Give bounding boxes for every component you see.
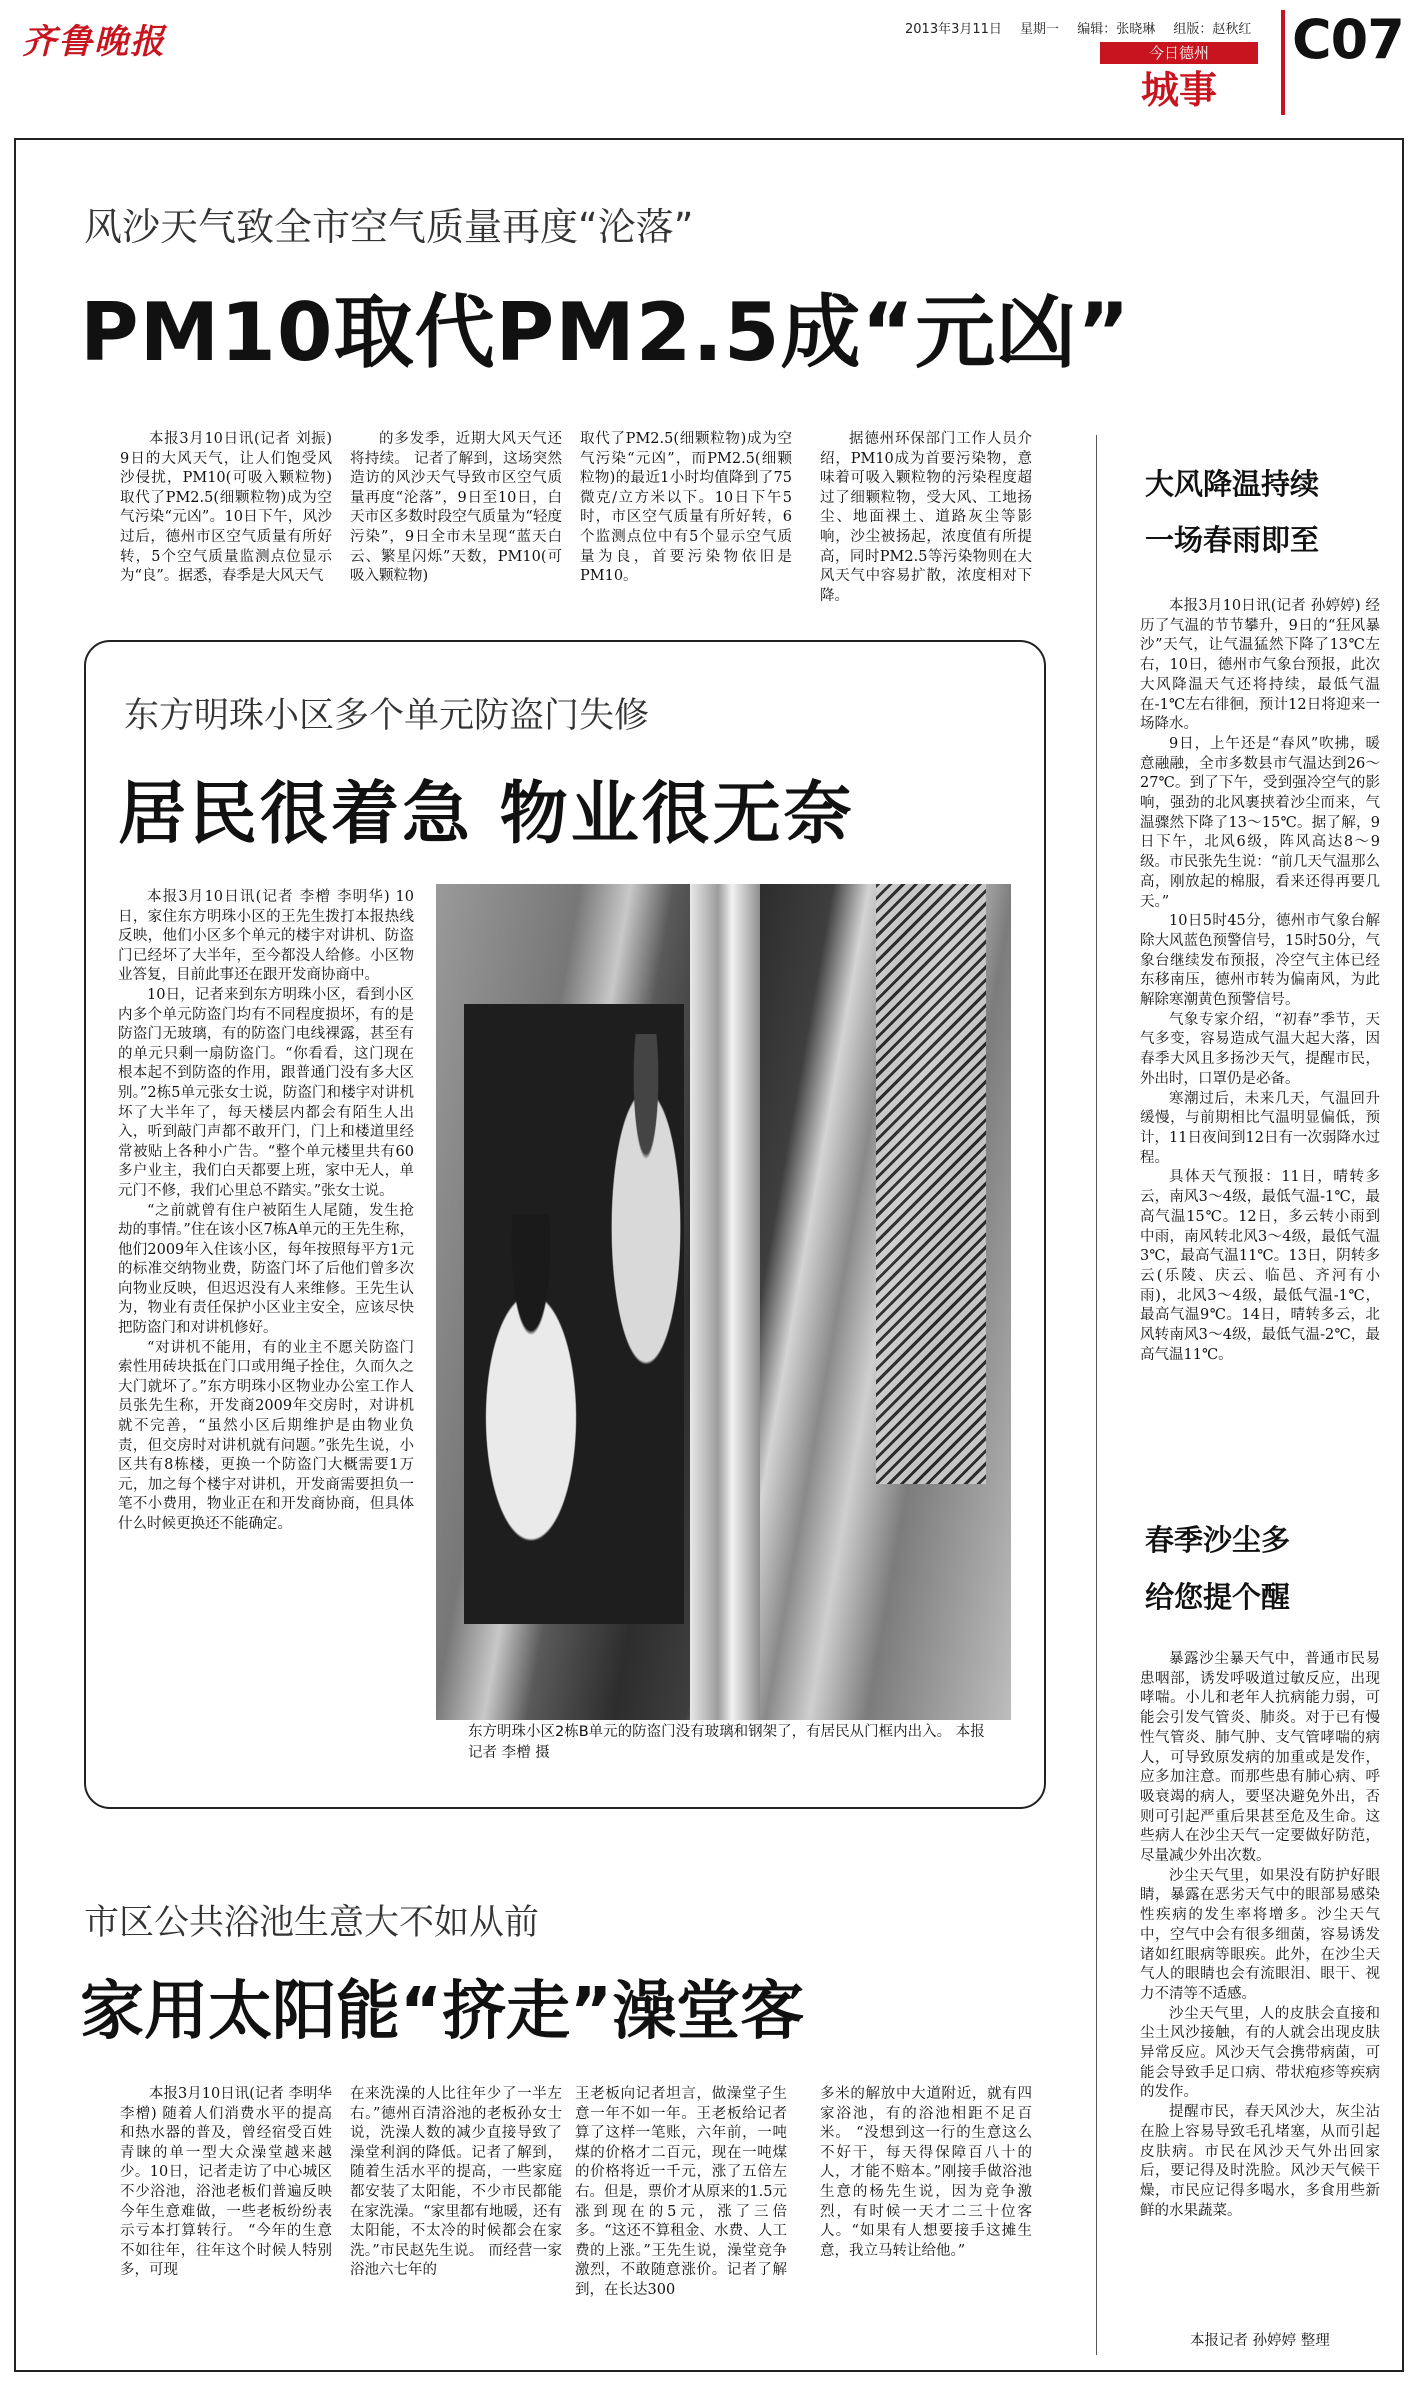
layout-credit: 组版：赵秋红: [1173, 22, 1252, 37]
bottom-column-3: [575, 2085, 787, 2357]
sidebar-2-paragraph-3: 沙尘天气里，人的皮肤会直接和尘土风沙接触，有的人就会出现皮肤异常反应。风沙天气会携带病菌，可能会导致手足口病、带状疱疹等疾病的发作。: [1140, 2005, 1380, 2101]
box-headline: 居民很着急 物业很无奈: [118, 775, 855, 854]
sidebar-story-2-title-line-1: 春季沙尘多: [1145, 1523, 1291, 1557]
sidebar-1-paragraph-4: 气象专家介绍，“初春”季节，天气多变，容易造成气温大起大落，因春季大风且多扬沙天气，提醒市民，外出时，口罩仍是必备。: [1140, 1011, 1380, 1087]
box-paragraph-3: “之前就曾有住户被陌生人尾随，发生抢劫的事情。”住在该小区7栋A单元的王先生称，他们2009年入住该小区，每年按照每平方1元的标准交纳物业费，防盗门坏了后他们曾多次向物业反映，但迟迟没有人来维修。王先生认为，物业有责任保护小区业主安全，应该尽快把防盗门和对讲机修好。: [118, 1202, 414, 1337]
photo-door-grille: [876, 884, 986, 1484]
issue-meta: [905, 18, 1265, 37]
news-photo: [436, 884, 1011, 1720]
sidebar-story-2-title-line-2: 给您提个醒: [1145, 1580, 1291, 1614]
lead-column-2-text: 的多发季，近期大风天气还将持续。 记者了解到，这场突然造访的风沙天气导致市区空气质量再度“沦落”，9日至10日，白天市区多数时段空气质量为“轻度污染”，9日全市未呈现“蓝天白云、繁星闪烁”天数，PM10(可吸入颗粒物): [350, 431, 562, 585]
sidebar-1-paragraph-1: 本报3月10日讯(记者 孙婷婷) 经历了气温的节节攀升，9日的“狂风暴沙”天气，让气温猛然下降了13℃左右，10日，德州市气象台预报，此次大风降温天气还将持续，最低气温在-1℃左右徘徊，预计12日将迎来一场降水。: [1140, 598, 1380, 733]
photo-door-frame: [690, 884, 760, 1720]
lead-column-1: [120, 430, 332, 622]
sidebar-1-paragraph-2: 9日，上午还是“春风”吹拂，暖意融融，全市多数县市气温达到26～27℃。到了下午，受到强冷空气的影响，强劲的北风裹挟着沙尘而来，气温骤然下降了13～15℃。据了解，9日下午，北风6级，阵风高达8～9级。市民张先生说：“前几天气温那么高，刚放起的棉服，看来还得再要几天。”: [1140, 735, 1380, 910]
bottom-column-4: [820, 2085, 1032, 2357]
newspaper-logo: 齐鲁晚报: [22, 22, 166, 62]
sidebar-story-1-title-line-1: 大风降温持续: [1145, 467, 1320, 501]
lead-headline: PM10取代PM2.5成“元凶”: [80, 286, 1131, 379]
issue-weekday: 星期一: [1020, 22, 1060, 37]
box-paragraph-4: “对讲机不能用，有的业主不愿关防盗门索性用砖块抵在门口或用绳子拴住，久而久之大门就坏了。”东方明珠小区物业办公室工作人员张先生称，开发商2009年交房时，对讲机就不完善，“虽然小区后期维护是由物业负责，但交房时对讲机就有问题。”张先生说，小区共有8栋楼，更换一个防盗门大概需要1万元，加之每个楼宇对讲机，开发商需要担负一笔不小费用，物业正在和开发商协商，但具体什么时候更换还不能确定。: [118, 1339, 414, 1532]
box-paragraph-2: 10日，记者来到东方明珠小区，看到小区内多个单元防盗门均有不同程度损坏，有的是防盗门无玻璃，有的防盗门电线裸露，甚至有的单元只剩一扇防盗门。“你看看，这门现在根本起不到防盗的作用，跟普通门没有多大区别。”2栋5单元张女士说，防盗门和楼宇对讲机坏了大半年了，每天楼层内都会有陌生人出入，听到敲门声都不敢开门，门上和楼道里经常被贴上各种小广告。“整个单元楼里共有60多户业主，我们白天都要上班，家中无人，单元门不修，我们心里总不踏实。”张女士说。: [118, 986, 414, 1199]
sidebar-1-paragraph-3: 10日5时45分，德州市气象台解除大风蓝色预警信号，15时50分，气象台继续发布预报，冷空气主体已经东移南压，德州市转为偏南风，为此解除寒潮黄色预警信号。: [1140, 913, 1380, 1009]
lead-column-4: [820, 430, 1032, 622]
sidebar-story-2-byline: 本报记者 孙婷婷 整理: [1190, 2333, 1330, 2349]
lead-column-1-text: 本报3月10日讯(记者 刘振) 9日的大风天气，让人们饱受风沙侵扰，PM10(可吸入颗粒物)取代了PM2.5(细颗粒物)成为空气污染“元凶”。10日下午，风沙过后，德州市区空气质量有所好转，5个空气质量监测点位显示为“良”。据悉，春季是大风天气: [120, 431, 332, 585]
masthead-divider: [1281, 10, 1285, 115]
photo-caption: 东方明珠小区2栋B单元的防盗门没有玻璃和钢架了，有居民从门框内出入。 本报记者 李橧 摄: [468, 1724, 985, 1761]
editor-credit: 编辑：张晓琳: [1077, 22, 1156, 37]
box-story-body: [118, 888, 414, 1788]
box-paragraph-1: 本报3月10日讯(记者 李橧 李明华) 10日，家住东方明珠小区的王先生拨打本报热线反映，他们小区多个单元的楼宇对讲机、防盗门已经坏了大半年，至今都没人给修。小区物业答复，目前此事还在跟开发商协商中。: [118, 889, 414, 984]
photo-child-figure: [456, 1214, 606, 1584]
section-tag: 今日德州: [1100, 42, 1258, 64]
bottom-kicker: 市区公共浴池生意大不如从前: [84, 1903, 540, 1943]
sidebar-story-1-body: [1140, 597, 1380, 1477]
bottom-column-3-text: 王老板向记者坦言，做澡堂子生意一年不如一年。王老板给记者算了这样一笔账，六年前，一吨煤的价格才二百元，现在一吨煤的价格将近一千元，涨了五倍左右。但是，票价才从原来的1.5元涨到现在的5元，涨了三倍多。“这还不算租金、水费、人工费的上涨。”王先生说，澡堂竞争激烈，不敢随意涨价。记者了解到，在长达300: [575, 2086, 787, 2298]
lead-column-3: [580, 430, 792, 622]
section-name: 城事: [1140, 68, 1217, 112]
lead-column-3-text: 取代了PM2.5(细颗粒物)成为空气污染“元凶”，而PM2.5(细颗粒物)的最近1小时均值降到了75微克/立方米以下。10日下午5时，市区空气质量有所好转，6个监测点位中有5个显示空气质量为良，首要污染物依旧是PM10。: [580, 431, 792, 585]
bottom-column-1: [120, 2085, 332, 2357]
bottom-column-2-text: 在来洗澡的人比往年少了一半左右。”德州百清浴池的老板孙女士说，洗澡人数的减少直接导致了澡堂利润的降低。记者了解到，随着生活水平的提高，一些家庭都安装了太阳能，不少市民都能在家洗澡。“家里都有地暖，还有太阳能，不太冷的时候都会在家洗。”市民赵先生说。 而经营一家浴池六七年的: [350, 2086, 562, 2279]
lead-kicker: 风沙天气致全市空气质量再度“沦落”: [84, 205, 694, 249]
sidebar-2-paragraph-1: 暴露沙尘暴天气中，普通市民易患咽部，诱发呼吸道过敏反应，出现哮喘。小儿和老年人抗病能力弱，可能会引发气管炎、肺炎。对于已有慢性气管炎、肺气肿、支气管哮喘的病人，可导致原发病的加重或是发作，应多加注意。而那些患有肺心病、呼吸衰竭的病人，要坚决避免外出，否则可引起严重后果甚至危及生命。这些病人在沙尘天气一定要做好防范，尽量减少外出次数。: [1140, 1651, 1380, 1865]
sidebar-2-paragraph-2: 沙尘天气里，如果没有防护好眼睛，暴露在恶劣天气中的眼部易感染性疾病的发生率将增多。沙尘天气中，空气中会有很多细菌，容易诱发诸如红眼病等眼疾。此外，在沙尘天气人的眼睛也会有流眼泪、眼干、视力不清等不适感。: [1140, 1867, 1380, 2002]
sidebar-story-1-title-line-2: 一场春雨即至: [1145, 523, 1320, 557]
sidebar-2-paragraph-4: 提醒市民，春天风沙大，灰尘沾在脸上容易导致毛孔堵塞，从而引起皮肤病。市民在风沙天气外出回家后，要记得及时洗脸。风沙天气候干燥，市民应记得多喝水，多食用些新鲜的水果蔬菜。: [1140, 2104, 1380, 2219]
bottom-headline: 家用太阳能“挤走”澡堂客: [80, 1975, 805, 2049]
sidebar-1-paragraph-6: 具体天气预报：11日，晴转多云，南风3～4级，最低气温-1℃，最高气温15℃。12日，多云转小雨到中雨，南风转北风3～4级，最低气温3℃，最高气温11℃。13日，阴转多云(乐陵、庆云、临邑、齐河有小雨)，北风3～4级，最低气温-1℃，最高气温9℃。14日，晴转多云，北风转南风3～4级，最低气温-2℃，最高气温11℃。: [1140, 1169, 1380, 1363]
sidebar-story-2-body: [1140, 1650, 1380, 2330]
lead-column-2: [350, 430, 562, 622]
bottom-column-4-text: 多米的解放中大道附近，就有四家浴池，有的浴池相距不足百米。 “没想到这一行的生意这么不好干，每天得保障百八十的人，才能不赔本。”刚接手做浴池生意的杨先生说，因为竞争激烈，有时候一天才二三十位客人。“如果有人想要接手这摊生意，我立马转让给他。”: [820, 2086, 1032, 2259]
bottom-column-1-text: 本报3月10日讯(记者 李明华 李橧) 随着人们消费水平的提高和热水器的普及，曾经宿受百姓青睐的单一型大众澡堂越来越少。10日，记者走访了中心城区不少浴池，浴池老板们普遍反映今年生意难做，一些老板纷纷表示亏本打算转行。 “今年的生意不如往年，往年这个时候人特别多，可现: [120, 2086, 332, 2279]
sidebar-divider: [1096, 435, 1097, 2355]
bottom-column-2: [350, 2085, 562, 2357]
lead-column-4-text: 据德州环保部门工作人员介绍，PM10成为首要污染物，意味着可吸入颗粒物的污染程度超过了细颗粒物，受大风、工地扬尘、地面裸土、道路灰尘等影响，沙尘被扬起，浓度值有所提高，同时PM2.5等污染物则在大风天气中容易扩散，浓度相对下降。: [820, 431, 1032, 604]
box-kicker: 东方明珠小区多个单元防盗门失修: [124, 696, 650, 736]
page-number: C07: [1292, 8, 1404, 71]
issue-date: 2013年3月11日: [905, 22, 1002, 37]
sidebar-1-paragraph-5: 寒潮过后，未来几天，气温回升缓慢，与前期相比气温明显偏低，预计，11日夜间到12日有一次弱降水过程。: [1140, 1090, 1380, 1166]
